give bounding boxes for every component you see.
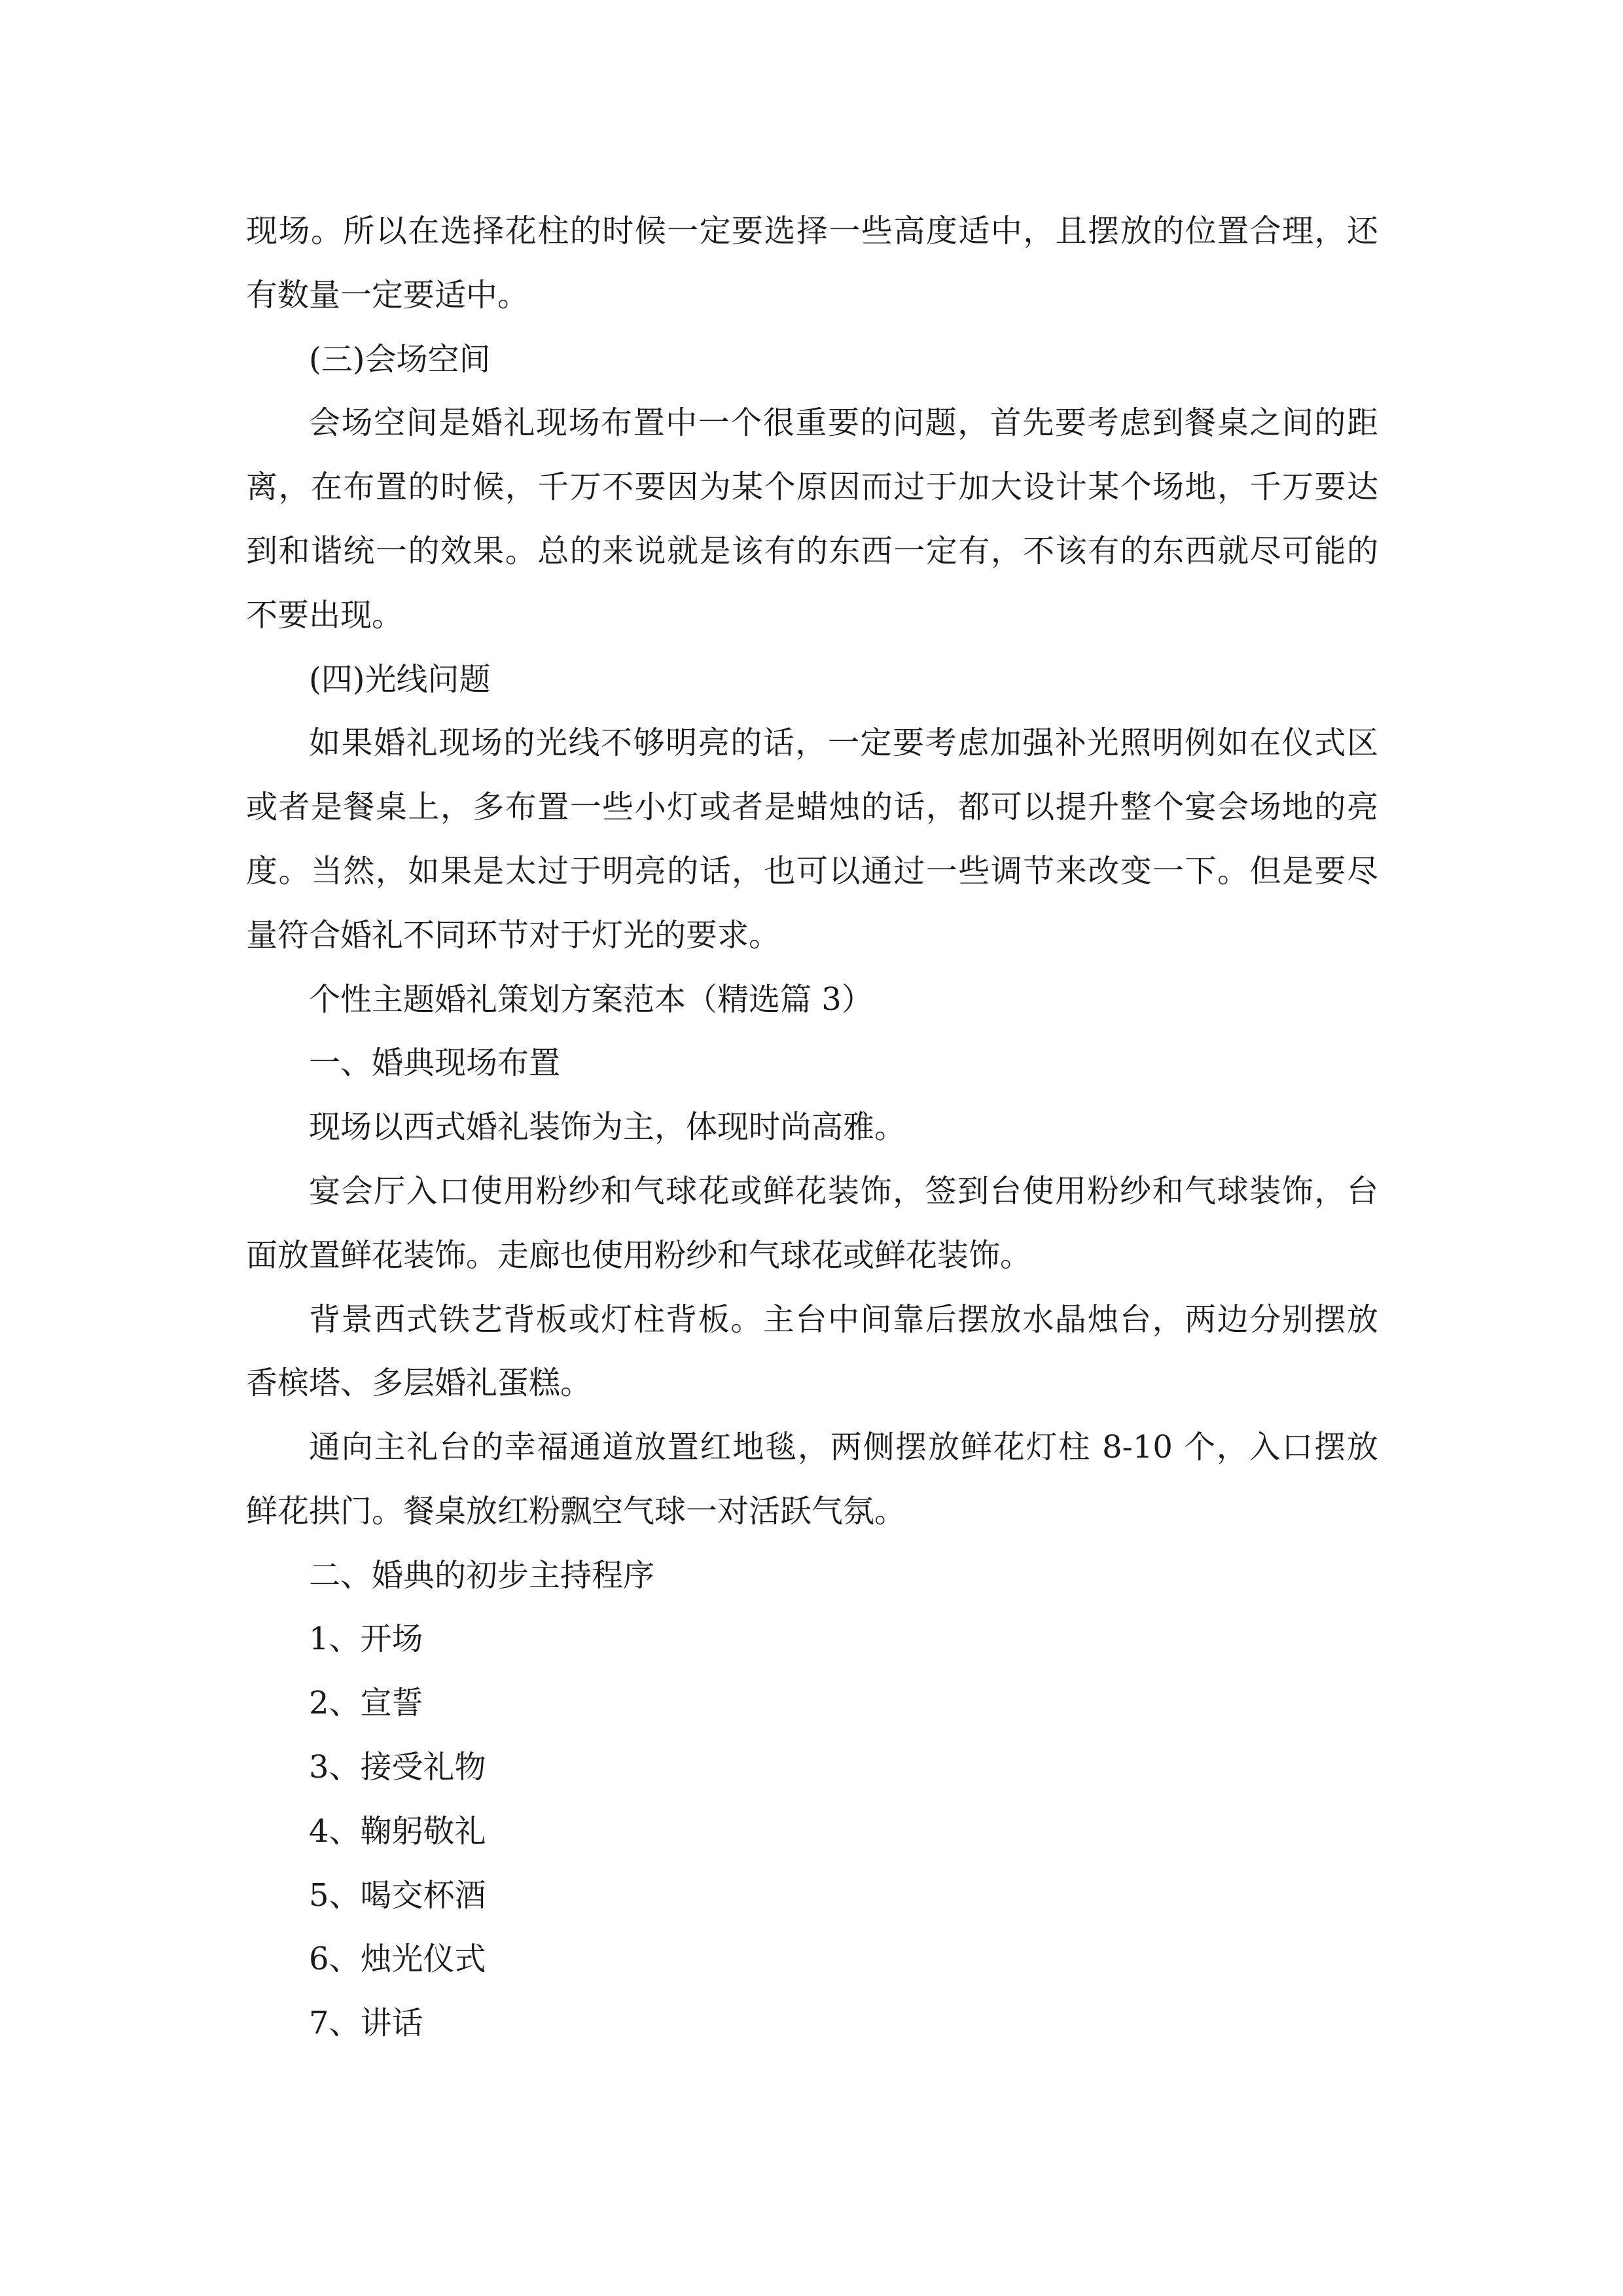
- paragraph-line: 不要出现。: [246, 597, 404, 634]
- paragraph-line: 离，在布置的时候，千万不要因为某个原因而过于加大设计某个场地，千万要达: [246, 469, 1378, 505]
- section-heading: (三)会场空间: [309, 341, 491, 378]
- paragraph-line: 宴会厅入口使用粉纱和气球花或鲜花装饰，签到台使用粉纱和气球装饰，台: [309, 1173, 1378, 1210]
- paragraph-line: 度。当然，如果是太过于明亮的话，也可以通过一些调节来改变一下。但是要尽: [246, 853, 1378, 889]
- section-heading: 一、婚典现场布置: [309, 1045, 561, 1081]
- document-title: 个性主题婚礼策划方案范本（精选篇 3）: [309, 981, 873, 1018]
- paragraph-line: 量符合婚礼不同环节对于灯光的要求。: [246, 917, 781, 954]
- paragraph-line: 会场空间是婚礼现场布置中一个很重要的问题，首先要考虑到餐桌之间的距: [309, 404, 1378, 441]
- paragraph-line: 如果婚礼现场的光线不够明亮的话，一定要考虑加强补光照明例如在仪式区: [309, 725, 1378, 761]
- list-item: 1、开场: [309, 1621, 423, 1657]
- paragraph-line: 背景西式铁艺背板或灯柱背板。主台中间靠后摆放水晶烛台，两边分别摆放: [309, 1301, 1378, 1338]
- section-heading: 二、婚典的初步主持程序: [309, 1557, 655, 1594]
- paragraph-line: 面放置鲜花装饰。走廊也使用粉纱和气球花或鲜花装饰。: [246, 1237, 1032, 1274]
- list-item: 3、接受礼物: [309, 1749, 486, 1785]
- paragraph-line: 到和谐统一的效果。总的来说就是该有的东西一定有，不该有的东西就尽可能的: [246, 533, 1378, 569]
- list-item: 7、讲话: [309, 2005, 423, 2041]
- paragraph-line: 通向主礼台的幸福通道放置红地毯，两侧摆放鲜花灯柱 8-10 个，入口摆放: [309, 1429, 1378, 1465]
- paragraph-line: 现场。所以在选择花柱的时候一定要选择一些高度适中，且摆放的位置合理，还: [246, 213, 1378, 249]
- list-item: 2、宣誓: [309, 1685, 423, 1721]
- list-item: 6、烛光仪式: [309, 1941, 486, 1977]
- list-item: 4、鞠躬敬礼: [309, 1813, 486, 1850]
- paragraph-line: 鲜花拱门。餐桌放红粉飘空气球一对活跃气氛。: [246, 1493, 906, 1530]
- paragraph-line: 或者是餐桌上，多布置一些小灯或者是蜡烛的话，都可以提升整个宴会场地的亮: [246, 789, 1378, 825]
- list-item: 5、喝交杯酒: [309, 1877, 486, 1914]
- paragraph-line: 香槟塔、多层婚礼蛋糕。: [246, 1365, 592, 1401]
- section-heading: (四)光线问题: [309, 661, 491, 698]
- paragraph-line: 现场以西式婚礼装饰为主，体现时尚高雅。: [309, 1109, 906, 1145]
- paragraph-line: 有数量一定要适中。: [246, 277, 529, 314]
